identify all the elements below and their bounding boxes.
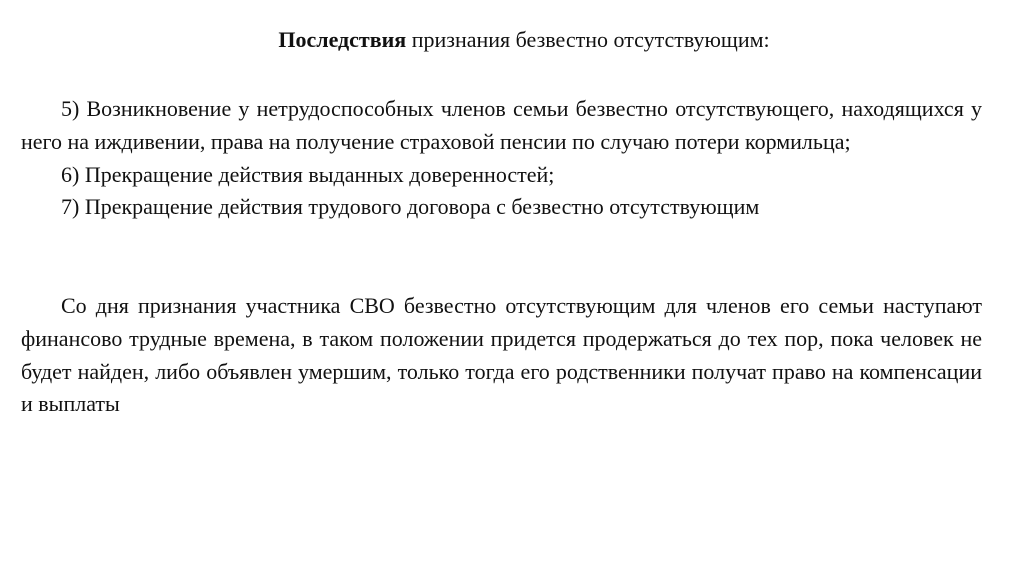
list-item-6: 6) Прекращение действия выданных доверенностей; <box>61 161 555 187</box>
conclusion-block <box>21 290 982 421</box>
title-rest: признания безвестно отсутствующим: <box>406 27 770 52</box>
slide-title <box>0 26 1024 54</box>
consequences-list <box>21 93 982 224</box>
conclusion-paragraph: Со дня признания участника СВО безвестно отсутствующим для членов его семьи наступают финансово трудные времена, в таком положении придется продержаться до тех пор, пока человек не будет найден, либо объявлен умершим, только тогда его родственники получат право на компенсации и выплаты <box>21 293 982 417</box>
list-item-7: 7) Прекращение действия трудового договора с безвестно отсутствующим <box>61 194 760 220</box>
list-item-5: 5) Возникновение у нетрудоспособных членов семьи безвестно отсутствующего, находящихся у него на иждивении, права на получение страховой пенсии по случаю потери кормильца; <box>21 96 982 154</box>
title-bold-part: Последствия <box>278 27 407 52</box>
